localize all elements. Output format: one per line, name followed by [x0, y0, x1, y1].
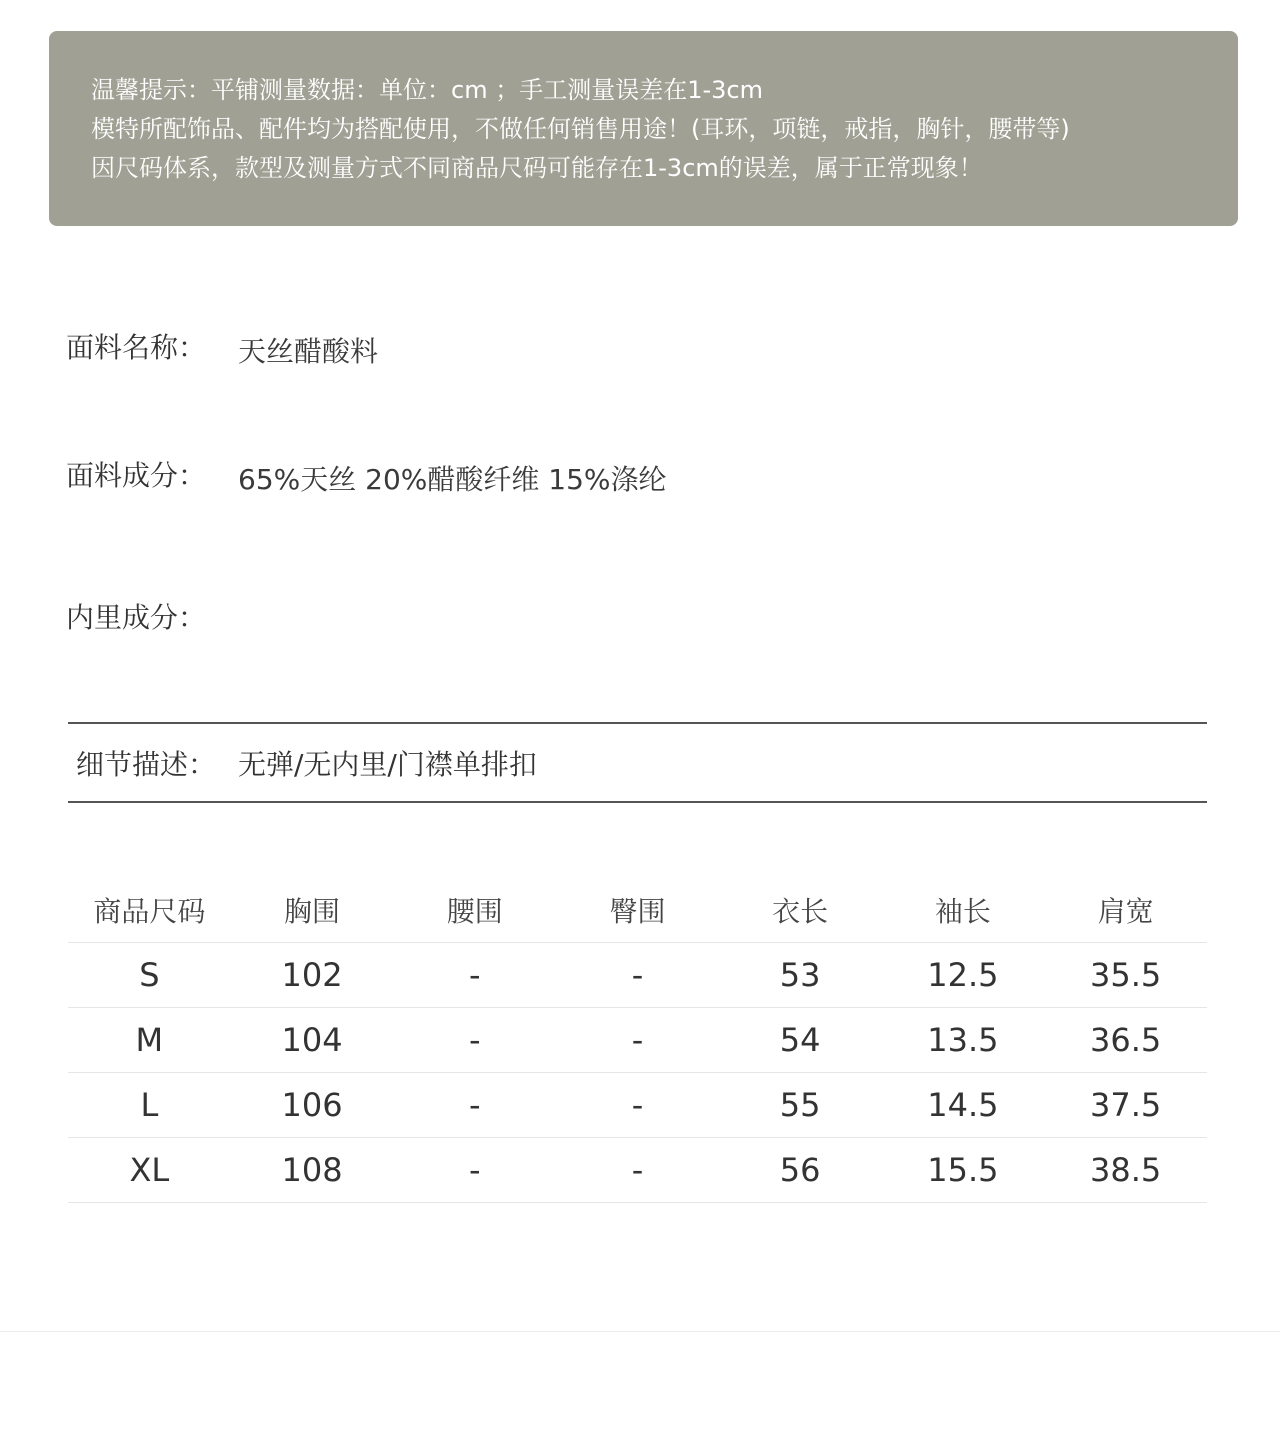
notice-line-size-error: 因尺码体系，款型及测量方式不同商品尺码可能存在1-3cm的误差，属于正常现象！ [91, 154, 983, 182]
notice-box [49, 31, 1238, 226]
fabric-name-value: 天丝醋酸料 [238, 335, 379, 368]
cell-chest: 102 [231, 943, 394, 1008]
cell-shoulder: 37.5 [1044, 1073, 1207, 1138]
header-shoulder: 肩宽 [1044, 878, 1207, 943]
fabric-composition-value: 65%天丝 20%醋酸纤维 15%涤纶 [238, 463, 667, 496]
cell-shoulder: 36.5 [1044, 1008, 1207, 1073]
cell-sleeve: 15.5 [882, 1138, 1045, 1203]
header-length: 衣长 [719, 878, 882, 943]
header-chest: 胸围 [231, 878, 394, 943]
cell-length: 55 [719, 1073, 882, 1138]
cell-sleeve: 13.5 [882, 1008, 1045, 1073]
cell-size: XL [68, 1138, 231, 1203]
fabric-name-label: 面料名称： [66, 331, 207, 364]
detail-top-divider [68, 722, 1207, 724]
cell-chest: 104 [231, 1008, 394, 1073]
table-row [68, 943, 1207, 1008]
cell-waist: - [393, 1008, 556, 1073]
cell-size: L [68, 1073, 231, 1138]
cell-waist: - [393, 1073, 556, 1138]
header-hip: 臀围 [556, 878, 719, 943]
size-table-header-row [68, 878, 1207, 943]
cell-length: 53 [719, 943, 882, 1008]
cell-chest: 106 [231, 1073, 394, 1138]
cell-waist: - [393, 943, 556, 1008]
header-sleeve: 袖长 [882, 878, 1045, 943]
footer-divider [0, 1331, 1280, 1332]
cell-hip: - [556, 1073, 719, 1138]
cell-hip: - [556, 1138, 719, 1203]
cell-hip: - [556, 943, 719, 1008]
table-row [68, 1073, 1207, 1138]
cell-shoulder: 35.5 [1044, 943, 1207, 1008]
notice-line-measurement: 温馨提示：平铺测量数据：单位：cm ；手工测量误差在1-3cm [91, 76, 763, 104]
notice-line-accessories: 模特所配饰品、配件均为搭配使用，不做任何销售用途！(耳环，项链，戒指，胸针，腰带等) [91, 115, 1070, 143]
fabric-composition-label: 面料成分： [66, 459, 207, 492]
cell-length: 54 [719, 1008, 882, 1073]
detail-label: 细节描述： [76, 748, 217, 781]
cell-waist: - [393, 1138, 556, 1203]
header-size: 商品尺码 [68, 878, 231, 943]
cell-hip: - [556, 1008, 719, 1073]
table-row [68, 1008, 1207, 1073]
cell-length: 56 [719, 1138, 882, 1203]
header-waist: 腰围 [393, 878, 556, 943]
cell-size: M [68, 1008, 231, 1073]
detail-bottom-divider [68, 801, 1207, 803]
lining-composition-label: 内里成分： [66, 601, 207, 634]
cell-sleeve: 12.5 [882, 943, 1045, 1008]
cell-size: S [68, 943, 231, 1008]
cell-shoulder: 38.5 [1044, 1138, 1207, 1203]
table-row [68, 1138, 1207, 1203]
detail-value: 无弹/无内里/门襟单排扣 [238, 748, 537, 781]
cell-chest: 108 [231, 1138, 394, 1203]
cell-sleeve: 14.5 [882, 1073, 1045, 1138]
size-table [68, 878, 1207, 1203]
